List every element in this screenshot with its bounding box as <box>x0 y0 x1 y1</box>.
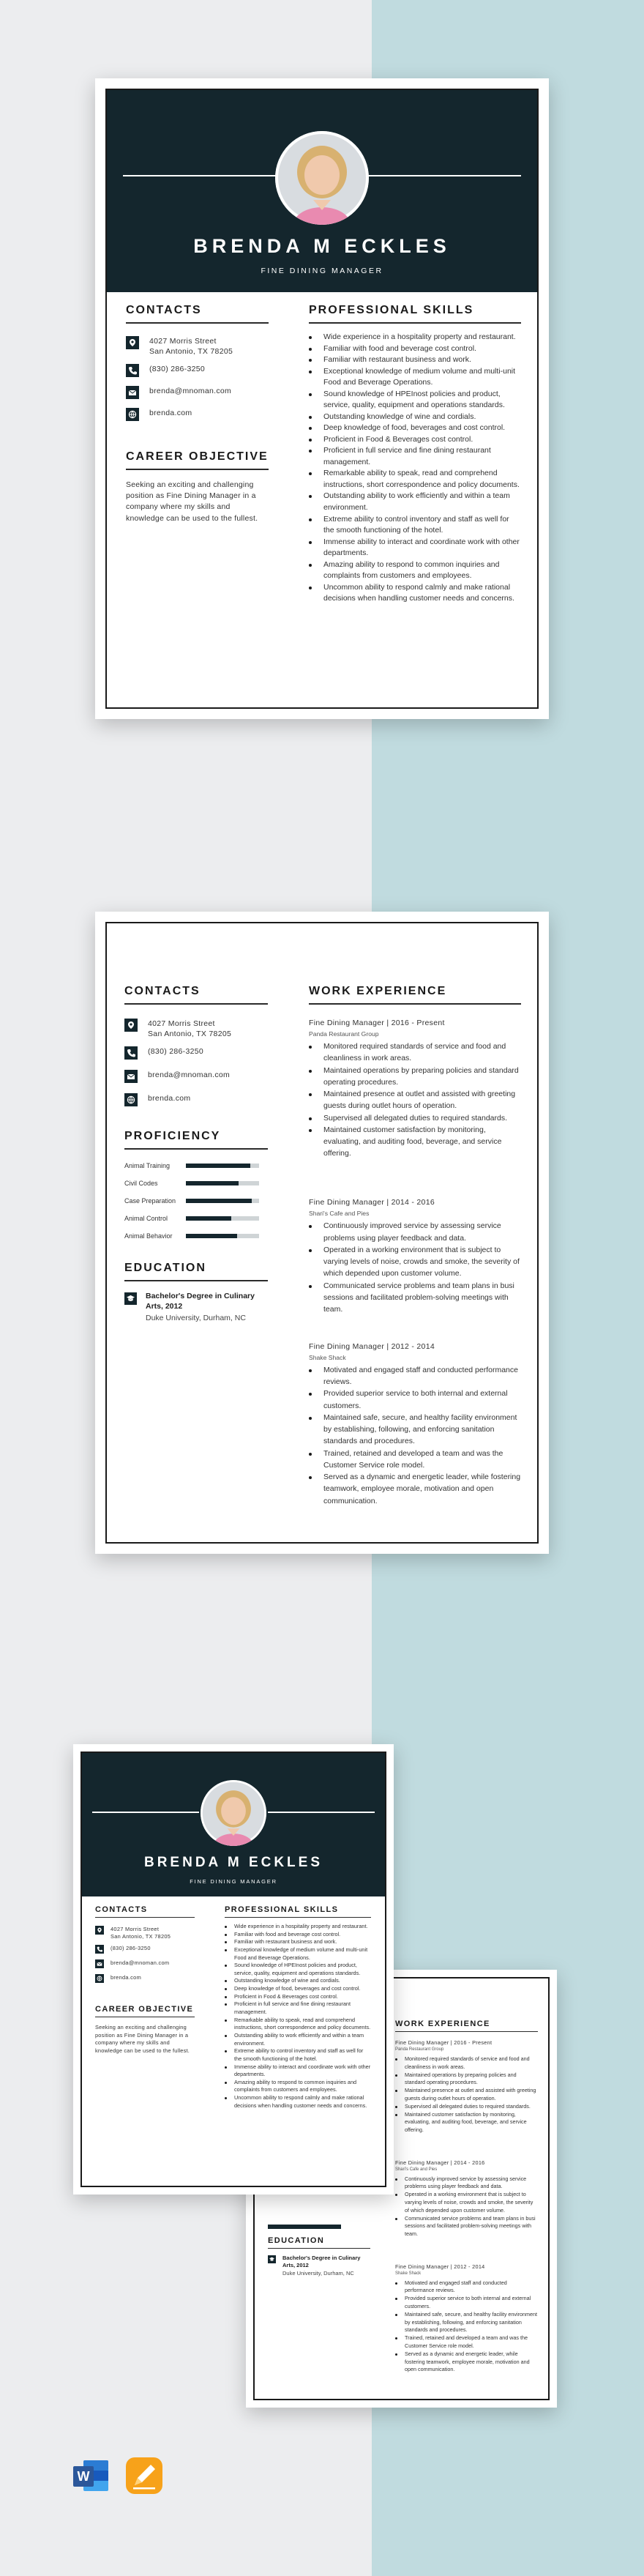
proficiency-bar <box>186 1199 259 1203</box>
contact-item <box>124 1019 231 1039</box>
skill-item: Wide experience in a hospitality property and restaurant. <box>225 1923 371 1931</box>
job-bullet: Communicated service problems and team plans in busi sessions and facilitated problem-solving meetings with team. <box>395 2215 538 2238</box>
skill-item: Outstanding ability to work efficiently and within a team environment. <box>309 491 521 513</box>
graduation-cap-icon <box>268 2255 276 2263</box>
candidate-role: FINE DINING MANAGER <box>261 267 383 275</box>
contact-item <box>95 1926 171 1940</box>
candidate-name: BRENDA M ECKLES <box>193 235 451 257</box>
phone-icon <box>95 1945 104 1954</box>
skill-item: Sound knowledge of HPEInost policies and product, service, quality, equipment and operations standards. <box>225 1962 371 1977</box>
skill-item: Amazing ability to respond to common inquiries and complaints from customers and employees. <box>225 2079 371 2094</box>
resume-page-1 <box>95 78 549 719</box>
work-rule <box>309 1003 521 1005</box>
contact-text: 4027 Morris Street San Antonio, TX 78205 <box>149 337 233 357</box>
professional-skills-heading: PROFESSIONAL SKILLS <box>309 304 474 316</box>
job-bullet: Continuously improved service by assessing service problems using player feedback and data. <box>309 1220 521 1244</box>
skill-item: Remarkable ability to speak, read and comprehend instructions, short correspondence and policy documents. <box>225 2017 371 2032</box>
work-experience-heading: WORK EXPERIENCE <box>309 985 447 997</box>
skills-rule <box>225 1917 371 1918</box>
header-divider-right <box>268 1812 375 1813</box>
contact-item <box>124 1093 190 1106</box>
professional-skills-heading: PROFESSIONAL SKILLS <box>225 1905 339 1914</box>
skills-list <box>225 1923 371 2110</box>
contacts-rule <box>95 1917 195 1918</box>
proficiency-fill <box>186 1216 231 1221</box>
job-company: Shari's Cafe and Pies <box>395 2167 438 2172</box>
skill-item: Remarkable ability to speak, read and comprehend instructions, short correspondence and policy documents. <box>309 468 521 491</box>
job-bullet: Served as a dynamic and energetic leader, while fostering teamwork, employee morale, motivation and open communication. <box>309 1471 521 1507</box>
education-entry <box>268 2255 370 2277</box>
job-bullet: Maintained safe, secure, and healthy facility environment by establishing, following, and enforcing sanitation standards and procedures. <box>309 1412 521 1448</box>
phone-icon <box>126 364 139 377</box>
contact-item <box>124 1070 230 1083</box>
skill-item: Deep knowledge of food, beverages and cost control. <box>225 1985 371 1993</box>
job-bullet: Supervised all delegated duties to required standards. <box>309 1112 521 1124</box>
profile-photo-icon <box>275 131 369 225</box>
contact-item <box>124 1046 203 1060</box>
job-title: Fine Dining Manager | 2012 - 2014 <box>309 1341 435 1351</box>
contact-text[interactable]: brenda@mnoman.com <box>148 1071 231 1079</box>
education-heading: EDUCATION <box>268 2236 325 2245</box>
job-bullet: Trained, retained and developed a team and was the Customer Service role model. <box>309 1448 521 1472</box>
phone-icon <box>124 1046 138 1060</box>
contact-item <box>126 408 192 421</box>
skill-item: Familiar with food and beverage cost control. <box>309 343 521 355</box>
skill-item: Proficient in Food & Beverages cost control. <box>309 434 521 446</box>
education-entry <box>124 1291 268 1324</box>
proficiency-rule <box>124 1148 268 1150</box>
job-company: Panda Restaurant Group <box>309 1030 379 1038</box>
profile-photo-icon <box>201 1780 266 1846</box>
contact-text: (830) 286-3250 <box>149 365 206 373</box>
avatar <box>275 131 369 225</box>
job-bullet: Maintained customer satisfaction by monitoring, evaluating, and auditing food, beverage, and service offering. <box>395 2111 538 2134</box>
job-company: Shake Shack <box>395 2271 422 2276</box>
job-title: Fine Dining Manager | 2014 - 2016 <box>309 1198 435 1207</box>
graduation-cap-icon <box>124 1292 137 1305</box>
contact-text: (830) 286-3250 <box>111 1945 151 1951</box>
contact-text[interactable]: brenda.com <box>148 1094 191 1103</box>
skill-item: Sound knowledge of HPEInost policies and product, service, quality, equipment and operations standards. <box>309 389 521 412</box>
contact-item <box>95 1974 141 1983</box>
job-title: Fine Dining Manager | 2016 - Present <box>309 1019 445 1027</box>
avatar <box>201 1780 266 1846</box>
job-bullet: Motivated and engaged staff and conducted performance reviews. <box>309 1364 521 1388</box>
location-pin-icon <box>124 1019 138 1032</box>
proficiency-label: Civil Codes <box>124 1180 158 1187</box>
contact-item <box>95 1959 169 1968</box>
job-company: Shari's Cafe and Pies <box>309 1210 370 1218</box>
proficiency-label: Animal Control <box>124 1215 168 1222</box>
skill-item: Outstanding knowledge of wine and cordials. <box>225 1977 371 1985</box>
skills-rule <box>309 322 521 324</box>
job-bullet: Motivated and engaged staff and conducted performance reviews. <box>395 2279 538 2296</box>
contacts-heading: CONTACTS <box>124 985 201 997</box>
email-icon <box>124 1070 138 1083</box>
proficiency-bar <box>186 1181 259 1185</box>
proficiency-bar <box>186 1164 259 1168</box>
globe-icon <box>95 1974 104 1983</box>
job-bullets <box>395 2055 538 2134</box>
contact-item <box>126 364 205 377</box>
proficiency-fill <box>186 1199 252 1203</box>
job-title: Fine Dining Manager | 2016 - Present <box>395 2039 493 2046</box>
job-bullet: Maintained operations by preparing policies and standard operating procedures. <box>309 1065 521 1089</box>
skill-item: Amazing ability to respond to common inquiries and complaints from customers and employees. <box>309 559 521 582</box>
skill-item: Exceptional knowledge of medium volume and multi-unit Food and Beverage Operations. <box>309 366 521 389</box>
job-bullets <box>309 1220 521 1315</box>
resume-page-2 <box>95 912 549 1554</box>
proficiency-label: Case Preparation <box>124 1197 176 1205</box>
job-bullet: Maintained customer satisfaction by monitoring, evaluating, and auditing food, beverage, and service offering. <box>309 1124 521 1160</box>
job-company: Shake Shack <box>309 1353 346 1361</box>
contact-text: 4027 Morris Street San Antonio, TX 78205 <box>148 1019 232 1039</box>
job-bullets <box>309 1041 521 1160</box>
proficiency-heading: PROFICIENCY <box>124 1130 221 1142</box>
work-rule <box>395 2031 538 2032</box>
skill-item: Extreme ability to control inventory and staff as well for the smooth functioning of the hotel. <box>225 2047 371 2063</box>
word-app-icon[interactable] <box>72 2457 110 2494</box>
location-pin-icon <box>126 336 139 349</box>
proficiency-bar-fragment <box>268 2225 341 2229</box>
skill-item: Immense ability to interact and coordinate work with other departments. <box>309 537 521 559</box>
job-bullet: Maintained presence at outlet and assisted with greeting guests during outlet hours of operation. <box>309 1088 521 1112</box>
job-company: Panda Restaurant Group <box>395 2047 444 2052</box>
globe-icon <box>126 408 139 421</box>
contact-item <box>126 386 231 399</box>
pages-app-icon[interactable] <box>124 2456 164 2495</box>
career-objective-heading: CAREER OBJECTIVE <box>95 2005 194 2014</box>
candidate-name: BRENDA M ECKLES <box>143 1855 323 1870</box>
job-bullet: Trained, retained and developed a team and was the Customer Service role model. <box>395 2334 538 2350</box>
career-objective-text: Seeking an exciting and challenging position as Fine Dining Manager in a company where my skills and knowledge can be used to the fullest. <box>126 480 258 523</box>
globe-icon <box>124 1093 138 1106</box>
job-bullet: Provided superior service to both internal and external customers. <box>395 2295 538 2311</box>
work-experience-heading: WORK EXPERIENCE <box>395 2020 490 2028</box>
skill-item: Uncommon ability to respond calmly and make rational decisions when handling customer needs and concerns. <box>225 2094 371 2110</box>
skill-item: Outstanding ability to work efficiently and within a team environment. <box>225 2032 371 2047</box>
job-bullet: Maintained safe, secure, and healthy facility environment by establishing, following, and enforcing sanitation standards and procedures. <box>395 2311 538 2334</box>
skill-item: Familiar with food and beverage cost control. <box>225 1931 371 1939</box>
skill-item: Proficient in Food & Beverages cost control. <box>225 1993 371 2001</box>
contacts-heading: CONTACTS <box>95 1905 148 1914</box>
proficiency-bar <box>186 1216 259 1221</box>
job-bullet: Operated in a working environment that is subject to varying levels of noise, crowds and smoke, the severity of which depended upon customer volume. <box>395 2191 538 2214</box>
degree: Bachelor's Degree in Culinary Arts, 2012 <box>146 1292 255 1311</box>
location-pin-icon <box>95 1926 104 1935</box>
career-objective-text: Seeking an exciting and challenging position as Fine Dining Manager in a company where my skills and knowledge can be used to the fullest. <box>95 2024 190 2055</box>
contact-text[interactable]: brenda.com <box>149 409 192 417</box>
job-bullet: Supervised all delegated duties to required standards. <box>395 2103 538 2111</box>
header-divider-left <box>92 1812 199 1813</box>
contact-text: (830) 286-3250 <box>148 1047 204 1056</box>
education-heading: EDUCATION <box>124 1262 206 1274</box>
education-rule <box>268 2248 370 2249</box>
candidate-role: FINE DINING MANAGER <box>190 1878 277 1885</box>
job-title: Fine Dining Manager | 2012 - 2014 <box>395 2263 485 2270</box>
job-bullet: Communicated service problems and team plans in busi sessions and facilitated problem-solving meetings with team. <box>309 1280 521 1316</box>
contacts-rule <box>126 322 269 324</box>
school: Duke University, Durham, NC <box>146 1314 246 1323</box>
education-rule <box>124 1280 268 1281</box>
job-title: Fine Dining Manager | 2014 - 2016 <box>395 2159 485 2166</box>
proficiency-fill <box>186 1234 237 1238</box>
proficiency-fill <box>186 1164 250 1168</box>
job-bullet: Continuously improved service by assessing service problems using player feedback and data. <box>395 2175 538 2192</box>
skill-item: Uncommon ability to respond calmly and make rational decisions when handling customer needs and concerns. <box>309 582 521 605</box>
degree: Bachelor's Degree in Culinary Arts, 2012 <box>282 2255 361 2269</box>
skill-item: Outstanding knowledge of wine and cordials. <box>309 412 521 423</box>
skill-item: Extreme ability to control inventory and staff as well for the smooth functioning of the hotel. <box>309 514 521 537</box>
resume-header <box>107 90 537 292</box>
career-objective-heading: CAREER OBJECTIVE <box>126 450 269 463</box>
word-app-letter: W <box>77 2469 90 2484</box>
skills-list <box>309 332 521 605</box>
school: Duke University, Durham, NC <box>282 2270 354 2277</box>
job-bullet: Monitored required standards of service and food and cleanliness in work areas. <box>395 2055 538 2071</box>
proficiency-bar <box>186 1234 259 1238</box>
resume-header <box>82 1753 385 1896</box>
email-icon <box>95 1959 104 1968</box>
mockup-page-1 <box>73 1744 394 2195</box>
job-bullet: Served as a dynamic and energetic leader, while fostering teamwork, employee morale, motivation and open communication. <box>395 2350 538 2374</box>
contact-text[interactable]: brenda@mnoman.com <box>149 387 232 395</box>
job-bullet: Maintained operations by preparing policies and standard operating procedures. <box>395 2071 538 2088</box>
job-bullet: Provided superior service to both internal and external customers. <box>309 1388 521 1412</box>
contact-text: 4027 Morris Street San Antonio, TX 78205 <box>111 1926 171 1940</box>
skill-item: Deep knowledge of food, beverages and cost control. <box>309 422 521 434</box>
proficiency-label: Animal Behavior <box>124 1232 173 1240</box>
header-divider-right <box>362 175 521 176</box>
skill-item: Familiar with restaurant business and work. <box>225 1938 371 1946</box>
proficiency-fill <box>186 1181 239 1185</box>
contacts-rule <box>124 1003 268 1005</box>
contact-item <box>126 336 233 357</box>
job-bullets <box>309 1364 521 1507</box>
skill-item: Wide experience in a hospitality property and restaurant. <box>309 332 521 343</box>
skill-item: Proficient in full service and fine dining restaurant management. <box>309 445 521 468</box>
job-bullet: Maintained presence at outlet and assisted with greeting guests during outlet hours of operation. <box>395 2087 538 2103</box>
proficiency-label: Animal Training <box>124 1162 171 1169</box>
job-bullets <box>395 2175 538 2238</box>
contact-text[interactable]: brenda.com <box>111 1974 142 1981</box>
contact-item <box>95 1945 151 1954</box>
email-icon <box>126 386 139 399</box>
skill-item: Immense ability to interact and coordinate work with other departments. <box>225 2063 371 2079</box>
job-bullet: Monitored required standards of service and food and cleanliness in work areas. <box>309 1041 521 1065</box>
skill-item: Exceptional knowledge of medium volume and multi-unit Food and Beverage Operations. <box>225 1946 371 1962</box>
header-divider-left <box>123 175 282 176</box>
skill-item: Familiar with restaurant business and work. <box>309 354 521 366</box>
skill-item: Proficient in full service and fine dining restaurant management. <box>225 2000 371 2016</box>
contacts-heading: CONTACTS <box>126 304 202 316</box>
job-bullets <box>395 2279 538 2375</box>
job-bullet: Operated in a working environment that is subject to varying levels of noise, crowds and smoke, the severity of which depended upon customer volume. <box>309 1244 521 1280</box>
objective-rule <box>126 469 269 470</box>
contact-text[interactable]: brenda@mnoman.com <box>111 1959 170 1966</box>
